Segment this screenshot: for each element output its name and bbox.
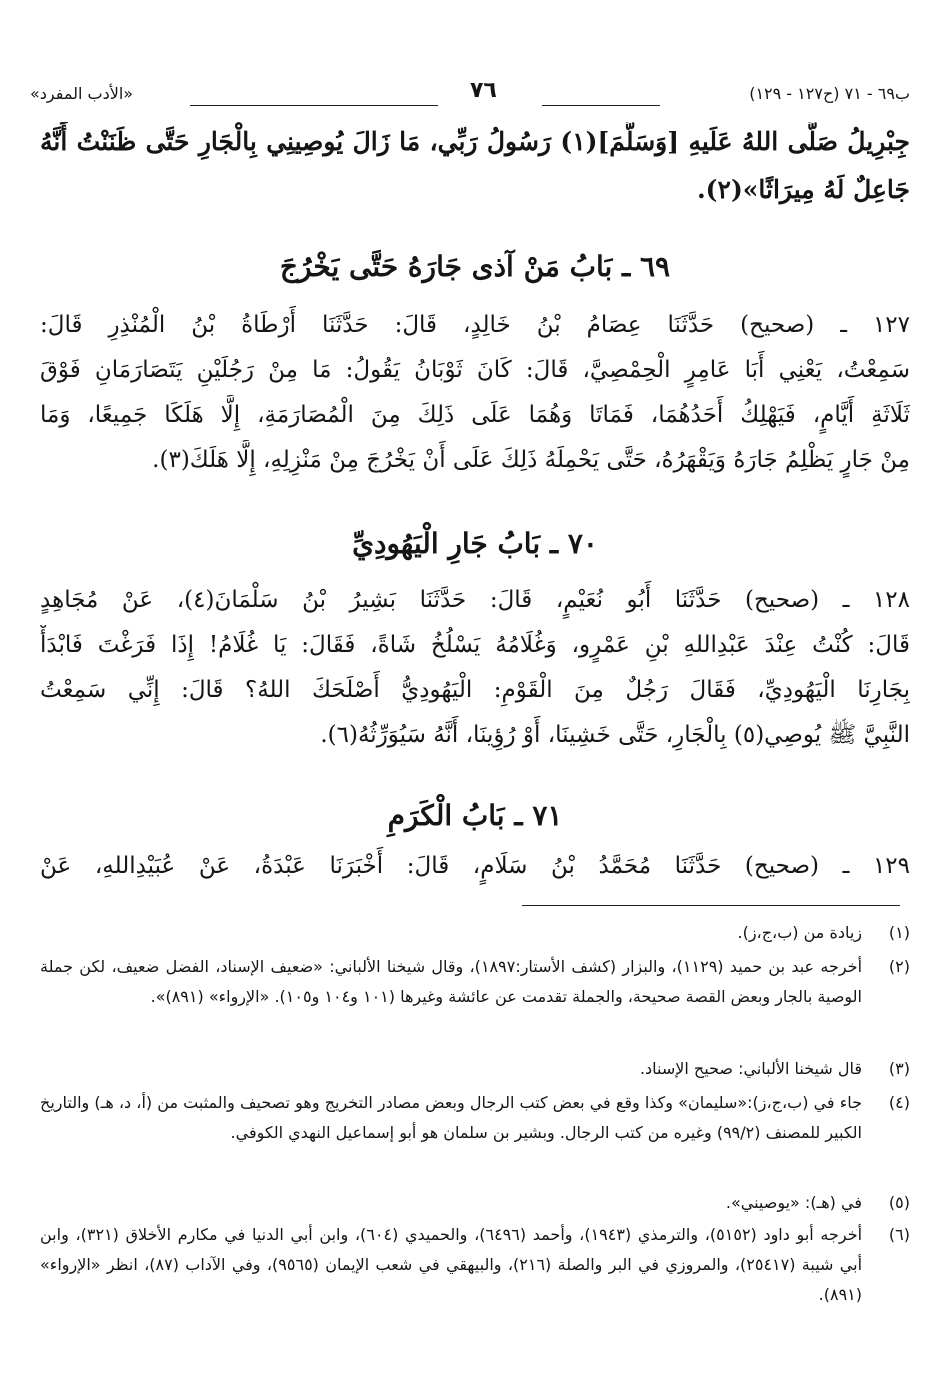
hadith-line: ١٢٩ ـ (صحيح) حَدَّثَنَا مُحَمَّدُ بْنُ سَلَامٍ، قَالَ: أَخْبَرَنَا عَبْدَةُ، عَنْ عُبَيْدِاللهِ، عَنْ bbox=[40, 853, 910, 879]
chapter-title: ٧٠ ـ بَابُ جَارِ الْيَهُودِيِّ bbox=[352, 527, 598, 560]
footnote bbox=[40, 918, 910, 948]
chapter-title: ٦٩ ـ بَابُ مَنْ آذى جَارَهُ حَتَّى يَخْرُجَ bbox=[279, 250, 671, 283]
footnote-number: (٤) bbox=[888, 1093, 910, 1112]
footnote-number: (٥) bbox=[888, 1193, 910, 1212]
page-number: ٧٦ bbox=[470, 78, 497, 103]
footnote-number: (٢) bbox=[888, 957, 910, 976]
footnote bbox=[40, 1220, 910, 1320]
footnote bbox=[40, 1054, 910, 1084]
body-line: جَاعِلٌ لَهُ مِيرَاثًا»(٢). bbox=[696, 175, 910, 204]
hadith-line: سَمِعْتُ، يَعْنِي أَبَا عَامِرٍ الْحِمْصِيَّ، قَالَ: كَانَ ثَوْبَانُ يَقُولُ: مَا مِنْ رَجُلَيْنِ يَتَصَارَمَانِ فَوْقَ bbox=[40, 357, 910, 383]
running-header bbox=[30, 78, 910, 112]
footnote-text: زيادة من (ب،ج،ز). bbox=[737, 923, 862, 942]
footnote-text: أخرجه أبو داود (٥١٥٢)، والترمذي (١٩٤٣)، وأحمد (٦٤٩٦)، والحميدي (٦٠٤)، وابن أبي الدنيا في مكارم الأخلاق (٣٢١)، وابن أبي شيبة (٢٥٤١٧)، والمروزي في البر والصلة (٢١٦)، والبيهقي في شعب الإيمان (٩٥٦٥)، وفي الآداب (٨٧)، انظر «الإرواء» (٨٩١). bbox=[40, 1225, 863, 1304]
footnote-text: قال شيخنا الألباني: صحيح الإسناد. bbox=[639, 1059, 862, 1078]
book-title: «الأدب المفرد» bbox=[30, 84, 134, 103]
hadith-line: بِجَارِنَا الْيَهُودِيِّ، فَقَالَ رَجُلٌ مِنَ الْقَوْمِ: الْيَهُودِيُّ أَصْلَحَكَ اللهُ؟ قَالَ: إِنِّي سَمِعْتُ bbox=[40, 677, 910, 703]
footnote-text: في (هـ): «يوصيني». bbox=[725, 1193, 862, 1212]
footnote-separator bbox=[522, 905, 900, 906]
footnote-number: (٦) bbox=[888, 1225, 910, 1244]
hadith-line: قَالَ: كُنْتُ عِنْدَ عَبْدِاللهِ بْنِ عَمْرٍو، وَغُلَامُهُ يَسْلُخُ شَاةً، فَقَالَ: يَا غُلَامُ! إِذَا فَرَغْتَ فَابْدَأْ bbox=[40, 632, 910, 658]
footnote bbox=[40, 1188, 910, 1218]
footnote bbox=[40, 1088, 910, 1188]
footnote-number: (١) bbox=[888, 923, 910, 942]
footnote-text: جاء في (ب،ج،ز):«سليمان» وكذا وقع في بعض كتب الرجال وبعض مصادر التخريج وهو تصحيف والمثبت من (أ، د، هـ) والتاريخ الكبير للمصنف (٩٩/٢) وغيره من كتب الرجال. وبشير بن سلمان هو أبو إسماعيل النهدي الكوفي. bbox=[40, 1093, 862, 1142]
hadith-line: النَّبِيَّ ﷺ يُوصِي(٥) بِالْجَارِ، حَتَّى خَشِينَا، أَوْ رُؤِينَا، أَنَّهُ سَيُوَرِّثُهُ(٦). bbox=[320, 722, 910, 748]
body-line: جِبْرِيلُ صَلَّى اللهُ عَلَيهِ [وَسَلَّمَ](١) رَسُولُ رَبِّي، مَا زَالَ يُوصِينِي بِالْجَارِ حَتَّى ظَنَنْتُ أَنَّهُ bbox=[40, 127, 910, 156]
chapter-range: ب٦٩ - ٧١ (ح١٢٧ - ١٢٩) bbox=[749, 84, 910, 103]
footnote-number: (٣) bbox=[888, 1059, 910, 1078]
chapter-title: ٧١ ـ بَابُ الْكَرَمِ bbox=[387, 799, 563, 832]
footnote-text: أخرجه عبد بن حميد (١١٢٩)، والبزار (كشف الأستار:١٨٩٧)، وقال شيخنا الألباني: «ضعيف الإسناد، الفضل ضعيف، لكن جملة الوصية بالجار وبعض القصة صحيحة، والجملة تقدمت عن عائشة وغيرها (١٠١ و١٠٤ و١٠٥). «الإرواء» (٨٩١)». bbox=[40, 957, 863, 1006]
hadith-line: ١٢٨ ـ (صحيح) حَدَّثَنَا أَبُو نُعَيْمٍ، قَالَ: حَدَّثَنَا بَشِيرُ بْنُ سَلْمَانَ(٤)، عَنْ مُجَاهِدٍ bbox=[40, 587, 910, 613]
hadith-line: ثَلَاثَةِ أَيَّامٍ، فَيَهْلِكُ أَحَدُهُمَا، فَمَاتَا وَهُمَا عَلَى ذَلِكَ مِنَ الْمُصَارَمَةِ، إِلَّا هَلَكَا جَمِيعًا، وَمَا bbox=[40, 402, 910, 428]
header-rule-left bbox=[190, 105, 438, 106]
hadith-line: ١٢٧ ـ (صحيح) حَدَّثَنَا عِصَامُ بْنُ خَالِدٍ، قَالَ: حَدَّثَنَا أَرْطَاةُ بْنُ الْمُنْذِرِ قَالَ: bbox=[40, 312, 910, 338]
hadith-line: مِنْ جَارٍ يَظْلِمُ جَارَهُ وَيَقْهَرُهُ، حَتَّى يَحْمِلَهُ ذَلِكَ عَلَى أَنْ يَخْرُجَ مِنْ مَنْزِلِهِ، إِلَّا هَلَكَ(٣). bbox=[152, 447, 910, 473]
header-rule-right bbox=[542, 105, 660, 106]
